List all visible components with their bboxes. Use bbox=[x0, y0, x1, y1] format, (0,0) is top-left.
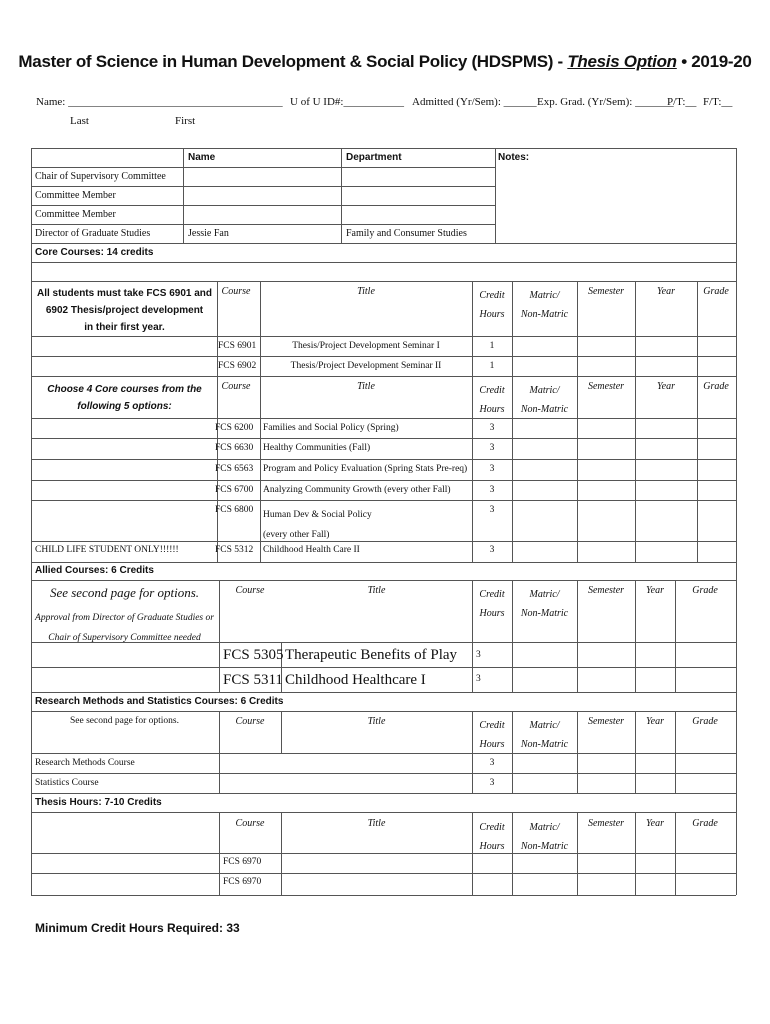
course-hours: 3 bbox=[489, 545, 495, 555]
col-semester: Semester bbox=[587, 381, 625, 392]
col-year: Year bbox=[646, 716, 664, 727]
course-title: Healthy Communities (Fall) bbox=[263, 443, 371, 453]
col-course: Course bbox=[221, 381, 251, 392]
course-code: FCS 6902 bbox=[218, 361, 257, 371]
grid-line bbox=[31, 562, 736, 563]
grid-line bbox=[31, 853, 736, 854]
col-matric: Matric/ Non-Matric bbox=[520, 720, 569, 750]
course-title: Thesis/Project Development Seminar I bbox=[292, 341, 440, 351]
grid-line bbox=[31, 773, 736, 774]
course-hours: 3 bbox=[476, 674, 481, 684]
grid-line bbox=[635, 281, 636, 562]
grid-line bbox=[31, 167, 495, 168]
grid-line bbox=[31, 580, 736, 581]
col-matric: Matric/ Non-Matric bbox=[520, 385, 569, 415]
grid-line bbox=[31, 500, 736, 501]
grid-line bbox=[31, 418, 736, 419]
last-label: Last bbox=[70, 115, 89, 127]
course-title: Program and Policy Evaluation (Spring Stats Pre-req) bbox=[263, 464, 468, 474]
committee-dept: Family and Consumer Studies bbox=[346, 228, 467, 239]
col-credit-hours: Credit Hours bbox=[479, 720, 505, 750]
col-course: Course bbox=[235, 585, 265, 596]
course-code: FCS 6200 bbox=[215, 423, 254, 433]
col-name-header: Name bbox=[188, 152, 216, 163]
col-title: Title bbox=[357, 286, 375, 297]
col-matric: Matric/ Non-Matric bbox=[520, 589, 569, 619]
course-hours: 1 bbox=[489, 361, 495, 371]
ft-field[interactable]: F/T:__ bbox=[703, 96, 733, 108]
course-title: Human Dev & Social Policy (every other Fall) bbox=[263, 510, 372, 540]
grid-line bbox=[31, 262, 736, 263]
grid-line bbox=[31, 692, 736, 693]
col-matric: Matric/ Non-Matric bbox=[520, 822, 569, 852]
col-grade: Grade bbox=[703, 381, 729, 392]
grid-line bbox=[31, 753, 736, 754]
grid-line bbox=[31, 667, 736, 668]
col-semester: Semester bbox=[587, 585, 625, 596]
col-grade: Grade bbox=[692, 716, 718, 727]
course-title: Thesis/Project Development Seminar II bbox=[290, 361, 442, 371]
grid-line bbox=[260, 281, 261, 562]
grid-line bbox=[31, 148, 32, 895]
research-courses-heading: Research Methods and Statistics Courses: 6 Credits bbox=[35, 696, 284, 707]
grid-line bbox=[341, 148, 342, 243]
grid-line bbox=[31, 186, 495, 187]
col-grade: Grade bbox=[692, 585, 718, 596]
research-see-second-page: See second page for options. bbox=[70, 716, 179, 726]
col-title: Title bbox=[367, 716, 386, 727]
course-code: FCS 6970 bbox=[223, 877, 262, 887]
committee-role: Chair of Supervisory Committee bbox=[35, 171, 166, 182]
grid-line bbox=[219, 580, 220, 692]
col-course: Course bbox=[235, 716, 265, 727]
col-grade: Grade bbox=[692, 818, 718, 829]
grid-line bbox=[31, 812, 736, 813]
grid-line bbox=[31, 459, 736, 460]
course-code: FCS 6700 bbox=[215, 485, 254, 495]
grid-line bbox=[31, 895, 736, 896]
grid-line bbox=[675, 580, 676, 692]
col-matric: Matric/ Non-Matric bbox=[520, 290, 569, 320]
page-title: Master of Science in Human Development & Social Policy (HDSPMS) - Thesis Option • 2019-20 bbox=[18, 52, 752, 71]
grid-line bbox=[31, 541, 736, 542]
course-hours: 3 bbox=[489, 423, 495, 433]
grid-line bbox=[31, 281, 736, 282]
col-title: Title bbox=[367, 585, 386, 596]
allied-approval-note: Approval from Director of Graduate Studies or Chair of Supervisory Committee needed bbox=[35, 613, 214, 643]
title-option: Thesis Option bbox=[567, 52, 677, 71]
allied-courses-heading: Allied Courses: 6 Credits bbox=[35, 565, 154, 576]
course-hours: 3 bbox=[489, 464, 495, 474]
grid-line bbox=[577, 281, 578, 562]
grid-line bbox=[31, 438, 736, 439]
col-course: Course bbox=[221, 286, 251, 297]
col-semester: Semester bbox=[587, 818, 625, 829]
course-title: Families and Social Policy (Spring) bbox=[263, 423, 399, 433]
course-code: FCS 6901 bbox=[218, 341, 257, 351]
grid-line bbox=[736, 148, 737, 895]
student-name-field[interactable]: Name: _______________________________________ bbox=[36, 96, 283, 108]
course-code: FCS 6563 bbox=[215, 464, 254, 474]
child-life-note: CHILD LIFE STUDENT ONLY!!!!!! bbox=[35, 545, 179, 555]
course-code: FCS 6630 bbox=[215, 443, 254, 453]
grid-line bbox=[697, 281, 698, 562]
col-credit-hours: Credit Hours bbox=[479, 822, 505, 852]
course-code: FCS 5312 bbox=[215, 545, 254, 555]
col-year: Year bbox=[646, 818, 664, 829]
course-hours: 3 bbox=[476, 650, 481, 660]
col-department-header: Department bbox=[346, 152, 402, 163]
pt-field[interactable]: P/T:__ bbox=[667, 96, 697, 108]
grid-line bbox=[635, 580, 636, 692]
col-title: Title bbox=[357, 381, 375, 392]
course-title: Childhood Healthcare I bbox=[285, 672, 426, 688]
exp-grad-field[interactable]: Exp. Grad. (Yr/Sem): _______ bbox=[537, 96, 674, 108]
committee-role: Committee Member bbox=[35, 209, 116, 220]
core-required-note: All students must take FCS 6901 and 6902 Thesis/project development in their first year. bbox=[36, 288, 213, 333]
grid-line bbox=[31, 480, 736, 481]
minimum-credit-hours: Minimum Credit Hours Required: 33 bbox=[35, 921, 240, 935]
thesis-hours-heading: Thesis Hours: 7-10 Credits bbox=[35, 797, 162, 808]
col-grade: Grade bbox=[703, 286, 729, 297]
first-label: First bbox=[175, 115, 196, 127]
col-course: Course bbox=[235, 818, 265, 829]
choose-core-note: Choose 4 Core courses from the following 5 options: bbox=[47, 384, 202, 412]
research-row-label: Statistics Course bbox=[35, 778, 99, 788]
course-hours: 3 bbox=[489, 778, 495, 788]
research-row-label: Research Methods Course bbox=[35, 758, 135, 768]
allied-see-second-page: See second page for options. bbox=[49, 585, 200, 600]
committee-role: Committee Member bbox=[35, 190, 116, 201]
col-credit-hours: Credit Hours bbox=[479, 290, 505, 320]
grid-line bbox=[31, 224, 495, 225]
col-semester: Semester bbox=[587, 716, 625, 727]
course-hours: 3 bbox=[489, 505, 495, 515]
uid-field[interactable]: U of U ID#:___________ bbox=[290, 96, 404, 108]
course-hours: 3 bbox=[489, 758, 495, 768]
course-hours: 1 bbox=[489, 341, 495, 351]
course-title: Analyzing Community Growth (every other Fall) bbox=[263, 485, 451, 495]
grid-line bbox=[31, 356, 736, 357]
col-credit-hours: Credit Hours bbox=[479, 385, 505, 415]
course-hours: 3 bbox=[489, 443, 495, 453]
core-courses-heading: Core Courses: 14 credits bbox=[35, 247, 154, 258]
course-code: FCS 5311 bbox=[223, 672, 283, 688]
course-code: FCS 6800 bbox=[215, 505, 254, 515]
grid-line bbox=[31, 711, 736, 712]
grid-line bbox=[577, 580, 578, 692]
grid-line bbox=[31, 376, 736, 377]
grid-line bbox=[495, 148, 496, 243]
course-code: FCS 5305 bbox=[223, 647, 284, 663]
grid-line bbox=[31, 336, 736, 337]
col-semester: Semester bbox=[587, 286, 625, 297]
course-title: Therapeutic Benefits of Play bbox=[285, 647, 458, 663]
committee-role: Director of Graduate Studies bbox=[35, 228, 151, 239]
grid-line bbox=[183, 148, 184, 243]
grid-line bbox=[31, 243, 736, 244]
grid-line bbox=[217, 281, 218, 562]
grid-line bbox=[31, 205, 495, 206]
admitted-field[interactable]: Admitted (Yr/Sem): ______ bbox=[412, 96, 537, 108]
col-title: Title bbox=[367, 818, 386, 829]
col-year: Year bbox=[657, 286, 675, 297]
grid-line bbox=[31, 873, 736, 874]
grid-line bbox=[31, 793, 736, 794]
grid-line bbox=[31, 148, 736, 149]
notes-label: Notes: bbox=[498, 152, 530, 163]
course-hours: 3 bbox=[489, 485, 495, 495]
col-year: Year bbox=[646, 585, 664, 596]
col-year: Year bbox=[657, 381, 675, 392]
col-credit-hours: Credit Hours bbox=[479, 589, 505, 619]
course-code: FCS 6970 bbox=[223, 857, 262, 867]
course-title: Childhood Health Care II bbox=[263, 545, 360, 555]
committee-name: Jessie Fan bbox=[188, 228, 229, 239]
